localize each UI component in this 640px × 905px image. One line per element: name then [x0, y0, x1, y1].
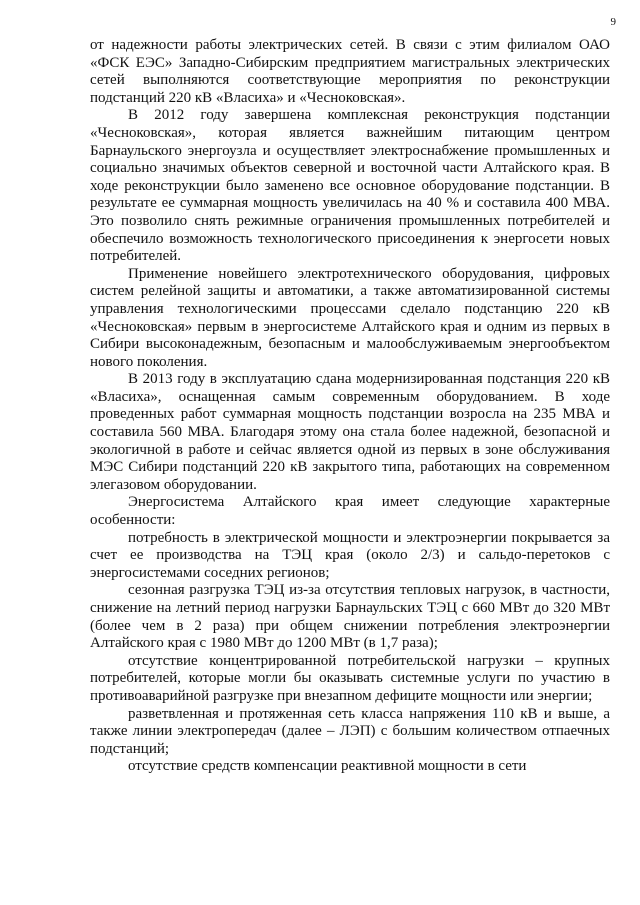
paragraph-vlasikha-2013: В 2013 году в эксплуатацию сдана модернизированная подстанция 220 кВ «Власиха», оснащенная самым современным оборудованием. В ходе проведенных работ суммарная мощность подстанции возросла на 235 МВА и составила 560 МВА. Благодаря этому она стала более надежной, безопасной и экологичной в работе и сейчас является одной из первых в зоне обслуживания МЭС Сибири подстанций 220 кВ закрытого типа, работающих на современном элегазовом оборудовании.	[90, 371, 610, 493]
list-item-seasonal-unloading: сезонная разгрузка ТЭЦ из-за отсутствия тепловых нагрузок, в частности, снижение на летний период нагрузки Барнаульских ТЭЦ с 660 МВт до 320 МВт (более чем в 2 раза) при общем снижении потребления электроэнергии Алтайского края с 1980 МВт до 1200 МВт (в 1,7 раза);	[90, 582, 610, 652]
body-text	[90, 37, 610, 776]
list-item-branched-network: разветвленная и протяженная сеть класса напряжения 110 кВ и выше, а также линии электропередач (далее – ЛЭП) с большим количеством отпаечных подстанций;	[90, 705, 610, 757]
paragraph-new-equipment: Применение новейшего электротехнического оборудования, цифровых систем релейной защиты и автоматики, а также автоматизированной системы управления технологическими процессами сделало подстанцию 220 кВ «Чесноковская» первым в энергосистеме Алтайского края и одним из первых в Сибири высоконадежным, безопасным и малообслуживаемым энергообъектом нового поколения.	[90, 265, 610, 370]
paragraph-continuation: от надежности работы электрических сетей. В связи с этим филиалом ОАО «ФСК ЕЭС» Западно-Сибирским предприятием магистральных электрических сетей выполняются соответствующие мероприятия по реконструкции подстанций 220 кВ «Власиха» и «Чесноковская».	[90, 37, 610, 106]
paragraph-features-intro: Энергосистема Алтайского края имеет следующие характерные особенности:	[90, 494, 610, 529]
list-item-power-demand: потребность в электрической мощности и электроэнергии покрывается за счет ее производства на ТЭЦ края (около 2/3) и сальдо-перетоков с энергосистемами соседних регионов;	[90, 529, 610, 581]
paragraph-chesnokovskaya-2012: В 2012 году завершена комплексная реконструкция подстанции «Чесноковская», которая является важнейшим питающим центром Барнаульского энергоузла и осуществляет электроснабжение промышленных и социально значимых объектов северной и восточной части Алтайского края. В ходе реконструкции было заменено все основное оборудование подстанции. В результате ее суммарная мощность увеличилась на 40 % и составила 400 МВА. Это позволило снять режимные ограничения промышленных потребителей и обеспечило возможность технологического присоединения к энергосети новых потребителей.	[90, 107, 610, 265]
list-item-no-reactive-compensation: отсутствие средств компенсации реактивной мощности в сети	[128, 758, 527, 775]
list-item-no-concentrated-load: отсутствие концентрированной потребительской нагрузки – крупных потребителей, которые могли бы оказывать системные услуги по участию в противоаварийной разгрузке при внезапном дефиците мощности или энергии;	[90, 652, 610, 704]
page-number: 9	[610, 16, 616, 28]
